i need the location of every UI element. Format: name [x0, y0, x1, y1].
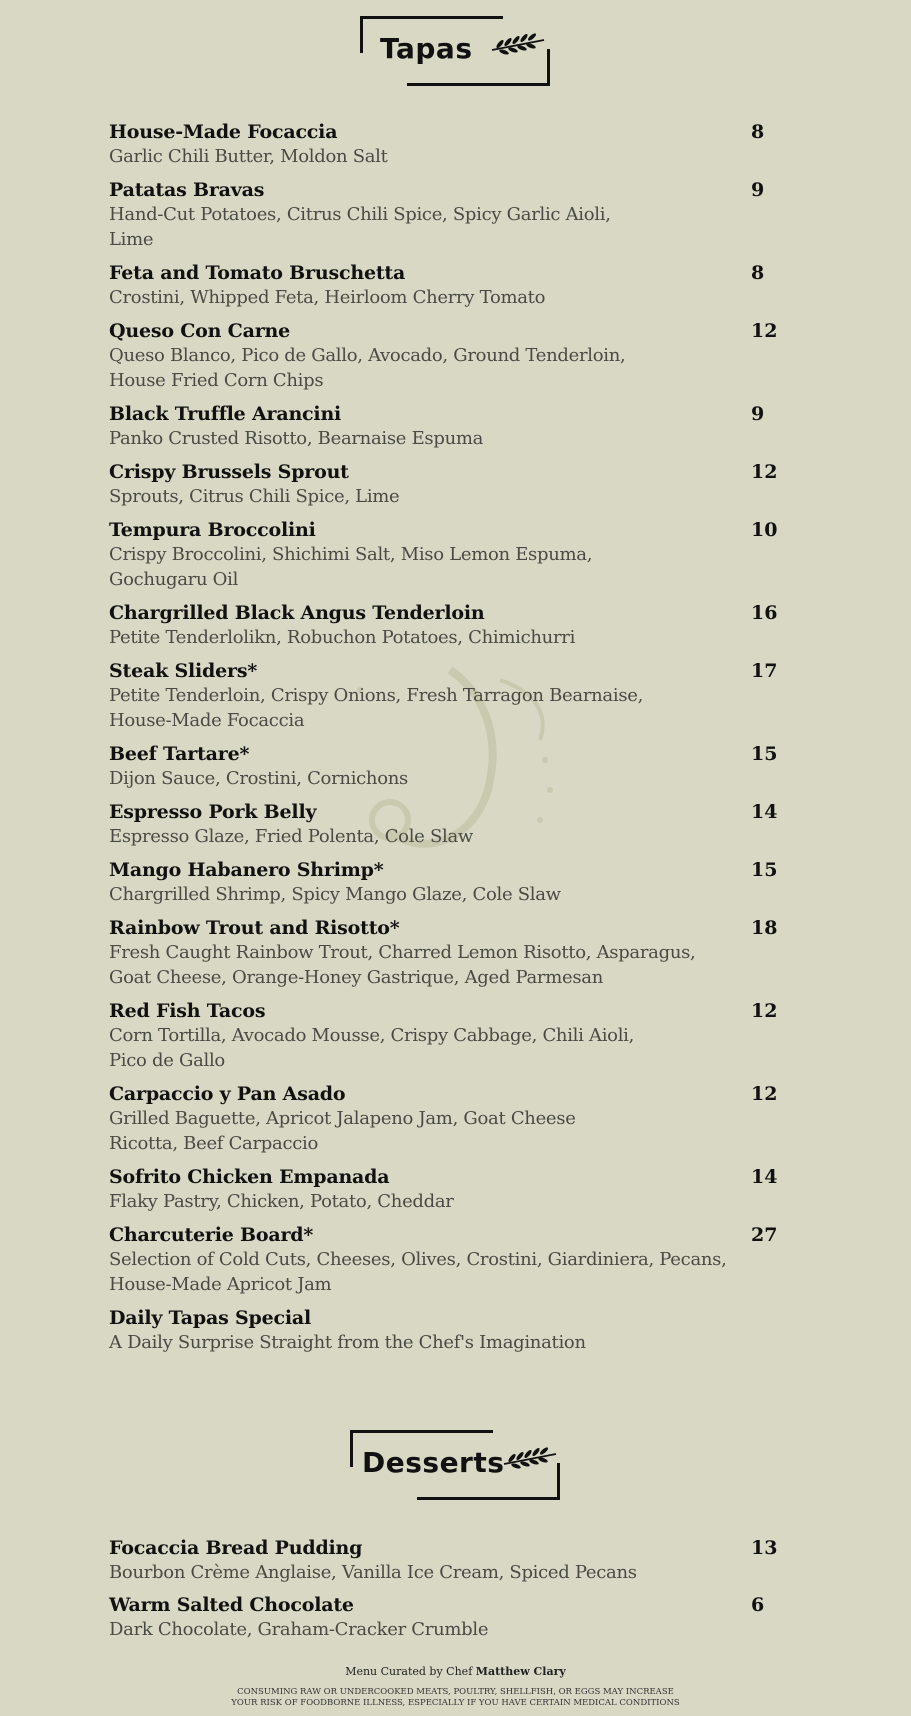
- item-name: Espresso Pork Belly: [109, 801, 317, 823]
- warning-line-1: CONSUMING RAW OR UNDERCOOKED MEATS, POULTRY, SHELLFISH, OR EGGS MAY INCREASE: [237, 1687, 674, 1697]
- desserts-title-frame: [350, 1430, 560, 1500]
- item-price: 9: [751, 179, 765, 201]
- tapas-menu-item: [109, 916, 779, 990]
- tapas-menu-item: [109, 402, 779, 451]
- tapas-menu-item: [109, 460, 779, 509]
- item-price: 8: [751, 262, 765, 284]
- item-price: 12: [751, 1000, 778, 1022]
- desserts-menu-list: [109, 1536, 779, 1650]
- item-price: 9: [751, 403, 765, 425]
- item-price: 13: [751, 1537, 778, 1559]
- chef-name: Matthew Clary: [475, 1665, 566, 1678]
- desserts-section-header: [0, 1428, 911, 1518]
- laurel-leaf-icon: [500, 1442, 560, 1472]
- tapas-title-frame: [360, 16, 550, 86]
- item-price: 12: [751, 461, 778, 483]
- item-price: 14: [751, 801, 778, 823]
- item-description: Flaky Pastry, Chicken, Potato, Cheddar: [109, 1191, 454, 1212]
- item-description: Petite Tenderlolikn, Robuchon Potatoes, Chimichurri: [109, 627, 576, 648]
- tapas-menu-item: [109, 1165, 779, 1214]
- item-description: Chargrilled Shrimp, Spicy Mango Glaze, Cole Slaw: [109, 884, 561, 905]
- item-description: Crostini, Whipped Feta, Heirloom Cherry Tomato: [109, 287, 546, 308]
- item-description: Bourbon Crème Anglaise, Vanilla Ice Cream, Spiced Pecans: [109, 1562, 637, 1583]
- tapas-menu-item: [109, 800, 779, 849]
- item-name: Beef Tartare*: [109, 743, 250, 765]
- item-name: Feta and Tomato Bruschetta: [109, 262, 406, 284]
- menu-footer: [0, 1665, 911, 1709]
- item-description: Fresh Caught Rainbow Trout, Charred Lemon Risotto, Asparagus, Goat Cheese, Orange-Honey Gastrique, Aged Parmesan: [109, 942, 696, 988]
- item-name: Queso Con Carne: [109, 320, 291, 342]
- item-description: Hand-Cut Potatoes, Citrus Chili Spice, Spicy Garlic Aioli, Lime: [109, 204, 611, 250]
- item-description: Queso Blanco, Pico de Gallo, Avocado, Ground Tenderloin, House Fried Corn Chips: [109, 345, 626, 391]
- item-name: Focaccia Bread Pudding: [109, 1537, 363, 1559]
- item-price: 15: [751, 743, 778, 765]
- tapas-menu-item: [109, 518, 779, 592]
- laurel-leaf-icon: [488, 28, 548, 58]
- tapas-menu-item: [109, 120, 779, 169]
- tapas-menu-item: [109, 601, 779, 650]
- warning-line-2: YOUR RISK OF FOODBORNE ILLNESS, ESPECIALLY IF YOU HAVE CERTAIN MEDICAL CONDITIONS: [231, 1698, 680, 1708]
- item-price: 12: [751, 1083, 778, 1105]
- tapas-menu-item: [109, 319, 779, 393]
- item-name: Tempura Broccolini: [109, 519, 316, 541]
- item-price: 12: [751, 320, 778, 342]
- item-description: Dark Chocolate, Graham-Cracker Crumble: [109, 1619, 489, 1640]
- item-price: 17: [751, 660, 778, 682]
- dessert-menu-item: [109, 1536, 779, 1585]
- food-safety-warning: [0, 1687, 911, 1709]
- item-price: 27: [751, 1224, 778, 1246]
- item-name: Black Truffle Arancini: [109, 403, 342, 425]
- tapas-menu-item: [109, 1306, 779, 1355]
- item-price: 10: [751, 519, 778, 541]
- item-name: Red Fish Tacos: [109, 1000, 266, 1022]
- item-name: House-Made Focaccia: [109, 121, 338, 143]
- item-name: Warm Salted Chocolate: [109, 1594, 354, 1616]
- item-name: Carpaccio y Pan Asado: [109, 1083, 346, 1105]
- dessert-menu-item: [109, 1593, 779, 1642]
- item-name: Daily Tapas Special: [109, 1307, 312, 1329]
- item-description: Dijon Sauce, Crostini, Cornichons: [109, 768, 408, 789]
- tapas-menu-item: [109, 1223, 779, 1297]
- tapas-menu-item: [109, 659, 779, 733]
- item-name: Chargrilled Black Angus Tenderloin: [109, 602, 485, 624]
- tapas-menu-item: [109, 999, 779, 1073]
- item-description: Espresso Glaze, Fried Polenta, Cole Slaw: [109, 826, 473, 847]
- curated-by-line: [0, 1665, 911, 1679]
- item-name: Rainbow Trout and Risotto*: [109, 917, 400, 939]
- item-description: Sprouts, Citrus Chili Spice, Lime: [109, 486, 400, 507]
- item-price: 6: [751, 1594, 765, 1616]
- item-description: Garlic Chili Butter, Moldon Salt: [109, 146, 388, 167]
- desserts-title: Desserts: [362, 1446, 505, 1479]
- item-name: Charcuterie Board*: [109, 1224, 314, 1246]
- item-price: 14: [751, 1166, 778, 1188]
- tapas-title: Tapas: [380, 32, 473, 65]
- item-price: 15: [751, 859, 778, 881]
- item-price: 16: [751, 602, 778, 624]
- item-description: A Daily Surprise Straight from the Chef's Imagination: [109, 1332, 586, 1353]
- tapas-menu-item: [109, 742, 779, 791]
- item-price: 8: [751, 121, 765, 143]
- item-name: Sofrito Chicken Empanada: [109, 1166, 390, 1188]
- tapas-menu-item: [109, 178, 779, 252]
- item-description: Selection of Cold Cuts, Cheeses, Olives, Crostini, Giardiniera, Pecans, House-Made Apricot Jam: [109, 1249, 727, 1295]
- item-description: Petite Tenderloin, Crispy Onions, Fresh Tarragon Bearnaise, House-Made Focaccia: [109, 685, 644, 731]
- tapas-section-header: [0, 14, 911, 104]
- curated-prefix: Menu Curated by Chef: [345, 1665, 473, 1678]
- item-description: Grilled Baguette, Apricot Jalapeno Jam, Goat Cheese Ricotta, Beef Carpaccio: [109, 1108, 576, 1154]
- tapas-menu-item: [109, 261, 779, 310]
- item-name: Patatas Bravas: [109, 179, 265, 201]
- item-description: Panko Crusted Risotto, Bearnaise Espuma: [109, 428, 484, 449]
- tapas-menu-item: [109, 1082, 779, 1156]
- item-description: Crispy Broccolini, Shichimi Salt, Miso Lemon Espuma, Gochugaru Oil: [109, 544, 593, 590]
- item-name: Crispy Brussels Sprout: [109, 461, 349, 483]
- item-name: Steak Sliders*: [109, 660, 258, 682]
- item-price: 18: [751, 917, 778, 939]
- item-description: Corn Tortilla, Avocado Mousse, Crispy Cabbage, Chili Aioli, Pico de Gallo: [109, 1025, 635, 1071]
- tapas-menu-item: [109, 858, 779, 907]
- tapas-menu-list: [109, 120, 779, 1364]
- item-name: Mango Habanero Shrimp*: [109, 859, 384, 881]
